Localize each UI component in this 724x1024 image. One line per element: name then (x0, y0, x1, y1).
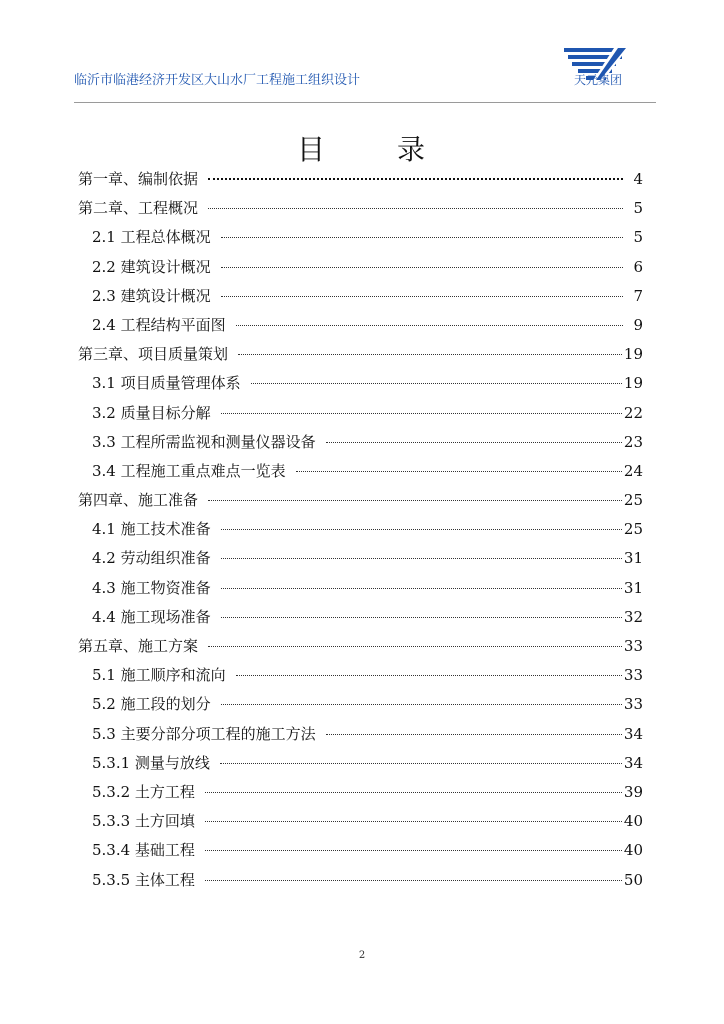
toc-entry-label: 4.4 施工现场准备 (92, 607, 211, 626)
toc-entry-page: 34 (623, 753, 643, 772)
toc-entry-page: 19 (623, 345, 643, 364)
toc-entry-page: 31 (623, 549, 643, 568)
toc-entry-page: 9 (633, 315, 643, 334)
toc-entry[interactable] (78, 693, 643, 722)
page-number: 2 (358, 950, 366, 961)
toc-entry-page: 22 (623, 403, 643, 422)
toc-leader-dots (208, 499, 622, 501)
toc-entry[interactable] (78, 635, 643, 664)
toc-entry-label: 5.3.2 土方工程 (92, 782, 195, 801)
toc-entry[interactable] (78, 606, 643, 635)
toc-leader-dots (208, 207, 623, 209)
toc-leader-dots (205, 849, 622, 851)
toc-entry-page: 19 (623, 374, 643, 393)
header-document-title: 临沂市临港经济开发区大山水厂工程施工组织设计 (74, 73, 361, 88)
toc-heading-left: 目 (296, 133, 327, 166)
toc-entry-page: 31 (623, 578, 643, 597)
toc-entry[interactable] (78, 285, 643, 314)
toc-entry-page: 40 (623, 841, 643, 860)
toc-entry-page: 7 (633, 286, 643, 305)
toc-entry-label: 3.3 工程所需监视和测量仪器设备 (92, 432, 316, 451)
toc-entry[interactable] (78, 489, 643, 518)
toc-entry-label: 第三章、项目质量策划 (78, 345, 229, 364)
toc-leader-dots (220, 762, 622, 764)
toc-entry-label: 5.3.3 土方回填 (92, 812, 195, 831)
toc-leader-dots (221, 587, 622, 589)
toc-entry-label: 5.3.5 主体工程 (92, 870, 195, 889)
toc-entry-label: 2.1 工程总体概况 (92, 228, 211, 247)
toc-entry-label: 2.4 工程结构平面图 (92, 315, 226, 334)
toc-leader-dots (236, 674, 622, 676)
toc-entry[interactable] (78, 226, 643, 255)
toc-leader-dots (221, 528, 622, 530)
toc-leader-dots (326, 733, 622, 735)
toc-entry-page: 6 (633, 257, 643, 276)
toc-entry-page: 5 (633, 228, 643, 247)
toc-entry[interactable] (78, 256, 643, 285)
toc-entry-page: 23 (623, 432, 643, 451)
toc-entry-label: 第一章、编制依据 (78, 170, 199, 188)
toc-entry[interactable] (78, 431, 643, 460)
toc-leader-dots (236, 324, 623, 326)
toc-leader-dots (221, 557, 622, 559)
toc-leader-dots (205, 791, 622, 793)
toc-entry-page: 34 (623, 724, 643, 743)
toc-entry-label: 3.4 工程施工重点难点一览表 (92, 461, 286, 480)
toc-leader-dots (208, 645, 622, 647)
toc-entry-page: 25 (623, 491, 643, 510)
table-of-contents (78, 168, 643, 898)
toc-entry-label: 2.3 建筑设计概况 (92, 286, 211, 305)
toc-entry[interactable] (78, 372, 643, 401)
toc-leader-dots (221, 703, 622, 705)
toc-entry[interactable] (78, 839, 643, 868)
toc-entry-label: 4.3 施工物资准备 (92, 578, 211, 597)
toc-entry-page: 4 (633, 170, 643, 188)
toc-entry-label: 2.2 建筑设计概况 (92, 257, 211, 276)
toc-leader-dots (238, 353, 622, 355)
toc-entry-label: 第四章、施工准备 (78, 491, 199, 510)
header-company-name: 天元集团 (573, 73, 622, 87)
toc-entry-label: 4.1 施工技术准备 (92, 520, 211, 539)
toc-heading-right: 录 (397, 133, 428, 166)
toc-leader-dots (205, 820, 622, 822)
toc-entry-label: 3.1 项目质量管理体系 (92, 374, 241, 393)
toc-entry[interactable] (78, 460, 643, 489)
toc-leader-dots (205, 879, 622, 881)
toc-leader-dots (221, 412, 622, 414)
toc-leader-dots (221, 236, 623, 238)
toc-entry-label: 第五章、施工方案 (78, 637, 199, 655)
toc-entry-page: 39 (623, 782, 643, 801)
toc-entry[interactable] (78, 810, 643, 839)
toc-entry[interactable] (78, 168, 643, 197)
toc-leader-dots (221, 266, 623, 268)
toc-entry-page: 40 (623, 812, 643, 831)
page-header (74, 40, 656, 103)
toc-leader-dots (326, 441, 622, 443)
toc-entry[interactable] (78, 197, 643, 226)
toc-entry[interactable] (78, 402, 643, 431)
toc-entry[interactable] (78, 664, 643, 693)
toc-entry-page: 33 (623, 666, 643, 685)
toc-entry[interactable] (78, 577, 643, 606)
toc-leader-dots (221, 616, 622, 618)
toc-entry-label: 5.2 施工段的划分 (92, 695, 211, 714)
toc-entry-page: 32 (623, 607, 643, 626)
toc-heading (0, 128, 724, 168)
toc-entry[interactable] (78, 781, 643, 810)
toc-entry[interactable] (78, 547, 643, 576)
toc-entry-page: 25 (623, 520, 643, 539)
toc-entry-label: 5.1 施工顺序和流向 (92, 666, 226, 685)
toc-leader-dots (251, 382, 622, 384)
toc-entry[interactable] (78, 752, 643, 781)
toc-entry-label: 4.2 劳动组织准备 (92, 549, 211, 568)
toc-entry[interactable] (78, 723, 643, 752)
toc-entry-label: 5.3.4 基础工程 (92, 841, 195, 860)
toc-entry[interactable] (78, 518, 643, 547)
toc-entry[interactable] (78, 343, 643, 372)
toc-entry-label: 3.2 质量目标分解 (92, 403, 211, 422)
toc-entry-page: 33 (623, 695, 643, 714)
toc-entry-page: 5 (633, 199, 643, 218)
toc-entry-label: 第二章、工程概况 (78, 199, 199, 218)
toc-entry-label: 5.3.1 测量与放线 (92, 753, 210, 772)
toc-entry-page: 24 (623, 461, 643, 480)
toc-entry-label: 5.3 主要分部分项工程的施工方法 (92, 724, 316, 743)
toc-leader-dots (221, 295, 623, 297)
toc-entry[interactable] (78, 314, 643, 343)
toc-entry-page: 50 (623, 870, 643, 889)
toc-entry-page: 33 (623, 637, 643, 655)
toc-entry[interactable] (78, 869, 643, 898)
toc-leader-dots (208, 177, 623, 180)
toc-leader-dots (296, 470, 622, 472)
